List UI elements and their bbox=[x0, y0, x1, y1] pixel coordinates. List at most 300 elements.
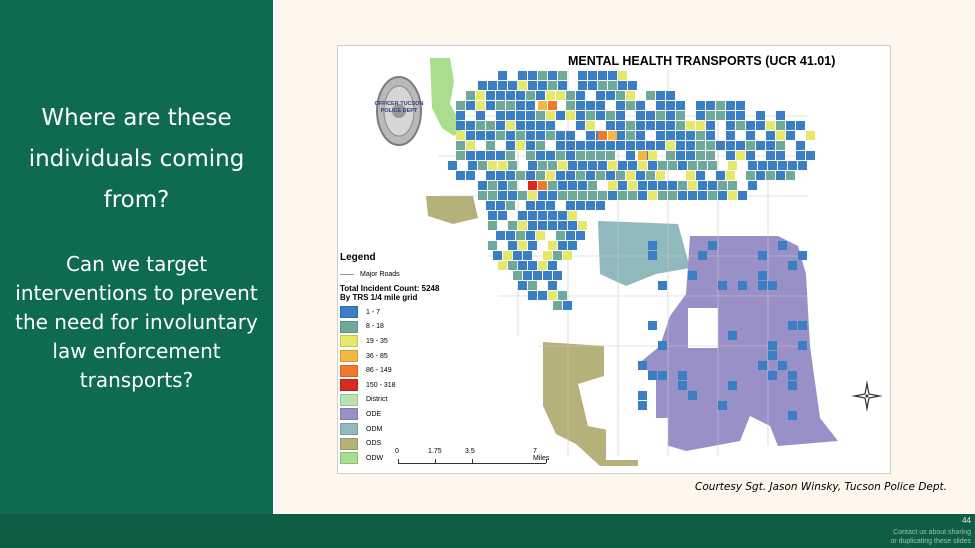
grid-cell bbox=[696, 171, 705, 180]
grid-cell bbox=[698, 161, 707, 170]
grid-cell bbox=[566, 91, 575, 100]
grid-cell bbox=[678, 181, 687, 190]
grid-cell bbox=[718, 281, 727, 290]
slide-heading: Where are these individuals coming from? bbox=[28, 105, 245, 213]
map-legend bbox=[340, 252, 450, 466]
grid-cell bbox=[716, 111, 725, 120]
grid-cell bbox=[638, 151, 647, 160]
grid-cell bbox=[778, 361, 787, 370]
grid-cell bbox=[538, 261, 547, 270]
grid-cell bbox=[726, 141, 735, 150]
grid-cell bbox=[538, 71, 547, 80]
grid-cell bbox=[686, 121, 695, 130]
grid-cell bbox=[668, 191, 677, 200]
grid-cell bbox=[806, 151, 815, 160]
scale-tick bbox=[435, 459, 436, 463]
grid-cell bbox=[658, 161, 667, 170]
grid-cell bbox=[616, 131, 625, 140]
grid-cell bbox=[466, 141, 475, 150]
grid-cell bbox=[538, 181, 547, 190]
grid-cell bbox=[538, 221, 547, 230]
grid-cell bbox=[456, 111, 465, 120]
grid-cell bbox=[516, 111, 525, 120]
grid-cell bbox=[468, 161, 477, 170]
grid-cell bbox=[708, 191, 717, 200]
grid-cell bbox=[596, 91, 605, 100]
grid-cell bbox=[546, 131, 555, 140]
legend-swatch bbox=[340, 423, 358, 435]
grid-cell bbox=[548, 71, 557, 80]
grid-cell bbox=[768, 281, 777, 290]
grid-cell bbox=[698, 191, 707, 200]
legend-item bbox=[340, 320, 450, 335]
legend-item bbox=[340, 407, 450, 422]
scale-label: 1.75 bbox=[428, 448, 442, 455]
grid-cell bbox=[608, 71, 617, 80]
grid-cell bbox=[558, 291, 567, 300]
grid-cell bbox=[476, 111, 485, 120]
grid-cell bbox=[548, 181, 557, 190]
grid-cell bbox=[638, 181, 647, 190]
grid-cell bbox=[566, 141, 575, 150]
grid-cell bbox=[548, 101, 557, 110]
grid-cell bbox=[706, 101, 715, 110]
grid-cell bbox=[556, 171, 565, 180]
left-panel bbox=[0, 0, 273, 514]
grid-cell bbox=[488, 241, 497, 250]
legend-label: ODE bbox=[366, 410, 382, 418]
grid-cell bbox=[518, 191, 527, 200]
grid-cell bbox=[606, 141, 615, 150]
grid-cell bbox=[626, 91, 635, 100]
grid-cell bbox=[588, 181, 597, 190]
grid-cell bbox=[786, 121, 795, 130]
legend-label: ODS bbox=[366, 440, 382, 448]
grid-cell bbox=[586, 121, 595, 130]
grid-cell bbox=[776, 141, 785, 150]
grid-cell bbox=[526, 121, 535, 130]
footer-bar bbox=[0, 514, 975, 548]
grid-cell bbox=[606, 111, 615, 120]
grid-cell bbox=[526, 101, 535, 110]
grid-cell bbox=[696, 151, 705, 160]
grid-cell bbox=[676, 131, 685, 140]
legend-swatch bbox=[340, 365, 358, 377]
grid-cell bbox=[586, 141, 595, 150]
grid-cell bbox=[558, 211, 567, 220]
legend-swatch bbox=[340, 335, 358, 347]
legend-item bbox=[340, 363, 450, 378]
grid-cell bbox=[576, 201, 585, 210]
legend-item bbox=[340, 349, 450, 364]
grid-cell bbox=[576, 91, 585, 100]
grid-cell bbox=[638, 191, 647, 200]
grid-cell bbox=[766, 121, 775, 130]
grid-cell bbox=[768, 341, 777, 350]
grid-cell bbox=[553, 251, 562, 260]
grid-cell bbox=[506, 121, 515, 130]
grid-cell bbox=[606, 171, 615, 180]
grid-cell bbox=[736, 141, 745, 150]
grid-cell bbox=[498, 81, 507, 90]
grid-cell bbox=[806, 131, 815, 140]
grid-cell bbox=[506, 111, 515, 120]
grid-cell bbox=[496, 131, 505, 140]
grid-cell bbox=[488, 211, 497, 220]
grid-cell bbox=[518, 241, 527, 250]
grid-cell bbox=[563, 301, 572, 310]
grid-cell bbox=[546, 201, 555, 210]
grid-cell bbox=[506, 231, 515, 240]
grid-cell bbox=[708, 181, 717, 190]
grid-cell bbox=[548, 221, 557, 230]
grid-cell bbox=[553, 301, 562, 310]
grid-cell bbox=[516, 131, 525, 140]
grid-cell bbox=[496, 101, 505, 110]
grid-cell bbox=[456, 101, 465, 110]
grid-cell bbox=[488, 181, 497, 190]
grid-cell bbox=[648, 191, 657, 200]
grid-cell bbox=[628, 191, 637, 200]
grid-cell bbox=[798, 251, 807, 260]
grid-cell bbox=[626, 151, 635, 160]
grid-cell bbox=[486, 141, 495, 150]
grid-cell bbox=[726, 131, 735, 140]
grid-cell bbox=[566, 201, 575, 210]
grid-cell bbox=[576, 121, 585, 130]
grid-cell bbox=[726, 171, 735, 180]
legend-swatch bbox=[340, 452, 358, 464]
grid-cell bbox=[646, 121, 655, 130]
grid-cell bbox=[636, 171, 645, 180]
grid-cell bbox=[596, 111, 605, 120]
grid-cell bbox=[536, 131, 545, 140]
grid-cell bbox=[526, 151, 535, 160]
grid-cell bbox=[786, 171, 795, 180]
grid-cell bbox=[756, 111, 765, 120]
grid-cell bbox=[636, 101, 645, 110]
grid-cell bbox=[508, 161, 517, 170]
grid-cell bbox=[688, 181, 697, 190]
grid-cell bbox=[533, 271, 542, 280]
grid-cell bbox=[576, 151, 585, 160]
legend-item bbox=[340, 422, 450, 437]
grid-cell bbox=[778, 161, 787, 170]
grid-cell bbox=[543, 271, 552, 280]
grid-cell bbox=[746, 151, 755, 160]
grid-cell bbox=[528, 81, 537, 90]
grid-cell bbox=[688, 191, 697, 200]
grid-cell bbox=[576, 101, 585, 110]
grid-cell bbox=[466, 131, 475, 140]
grid-cell bbox=[686, 131, 695, 140]
grid-cell bbox=[486, 91, 495, 100]
grid-cell bbox=[558, 161, 567, 170]
grid-cell bbox=[688, 271, 697, 280]
grid-cell bbox=[678, 371, 687, 380]
grid-cell bbox=[548, 261, 557, 270]
grid-cell bbox=[486, 151, 495, 160]
grid-cell bbox=[746, 131, 755, 140]
grid-cell bbox=[523, 271, 532, 280]
grid-cell bbox=[588, 191, 597, 200]
grid-cell bbox=[528, 181, 537, 190]
grid-cell bbox=[488, 221, 497, 230]
grid-cell bbox=[588, 81, 597, 90]
grid-cell bbox=[578, 221, 587, 230]
grid-cell bbox=[606, 151, 615, 160]
grid-cell bbox=[568, 241, 577, 250]
grid-cell bbox=[506, 171, 515, 180]
grid-cell bbox=[466, 121, 475, 130]
grid-cell bbox=[516, 101, 525, 110]
grid-cell bbox=[656, 141, 665, 150]
map-title: MENTAL HEALTH TRANSPORTS (UCR 41.01) bbox=[568, 54, 836, 68]
grid-cell bbox=[566, 171, 575, 180]
grid-cell bbox=[556, 111, 565, 120]
grid-cell bbox=[496, 201, 505, 210]
grid-cell bbox=[568, 191, 577, 200]
grid-cell bbox=[776, 131, 785, 140]
grid-cell bbox=[788, 411, 797, 420]
grid-cell bbox=[718, 191, 727, 200]
grid-cell bbox=[563, 251, 572, 260]
grid-cell bbox=[506, 131, 515, 140]
legend-item bbox=[340, 393, 450, 408]
grid-cell bbox=[648, 151, 657, 160]
grid-cell bbox=[648, 241, 657, 250]
grid-cell bbox=[538, 291, 547, 300]
grid-cell bbox=[546, 171, 555, 180]
grid-cell bbox=[616, 171, 625, 180]
grid-cell bbox=[556, 231, 565, 240]
grid-cell bbox=[478, 161, 487, 170]
grid-cell bbox=[528, 241, 537, 250]
legend-label: 36 - 85 bbox=[366, 352, 388, 360]
grid-cell bbox=[586, 151, 595, 160]
grid-cell bbox=[656, 91, 665, 100]
grid-cell bbox=[506, 151, 515, 160]
legend-item bbox=[340, 334, 450, 349]
grid-cell bbox=[526, 131, 535, 140]
grid-cell bbox=[548, 191, 557, 200]
grid-cell bbox=[768, 161, 777, 170]
grid-cell bbox=[638, 161, 647, 170]
grid-cell bbox=[508, 241, 517, 250]
grid-cell bbox=[676, 111, 685, 120]
grid-cell bbox=[523, 251, 532, 260]
grid-cell bbox=[568, 181, 577, 190]
district-hole bbox=[688, 308, 718, 348]
grid-cell bbox=[678, 191, 687, 200]
grid-cell bbox=[558, 191, 567, 200]
grid-cell bbox=[798, 321, 807, 330]
grid-cell bbox=[678, 161, 687, 170]
grid-cell bbox=[676, 141, 685, 150]
grid-cell bbox=[536, 171, 545, 180]
grid-cell bbox=[658, 191, 667, 200]
grid-cell bbox=[526, 141, 535, 150]
grid-cell bbox=[658, 371, 667, 380]
grid-cell bbox=[728, 181, 737, 190]
grid-cell bbox=[486, 171, 495, 180]
legend-swatch bbox=[340, 350, 358, 362]
grid-cell bbox=[516, 121, 525, 130]
legend-label: ODM bbox=[366, 425, 383, 433]
grid-cell bbox=[776, 111, 785, 120]
grid-cell bbox=[646, 111, 655, 120]
grid-cell bbox=[666, 121, 675, 130]
grid-cell bbox=[758, 251, 767, 260]
grid-cell bbox=[496, 171, 505, 180]
grid-cell bbox=[666, 141, 675, 150]
grid-cell bbox=[716, 141, 725, 150]
grid-cell bbox=[726, 151, 735, 160]
grid-cell bbox=[486, 101, 495, 110]
legend-title: Legend bbox=[340, 252, 376, 263]
grid-cell bbox=[648, 371, 657, 380]
grid-cell bbox=[496, 111, 505, 120]
grid-cell bbox=[766, 141, 775, 150]
grid-cell bbox=[696, 141, 705, 150]
grid-cell bbox=[618, 191, 627, 200]
grid-cell bbox=[566, 101, 575, 110]
grid-cell bbox=[758, 361, 767, 370]
legend-label: 1 - 7 bbox=[366, 308, 381, 316]
grid-cell bbox=[736, 151, 745, 160]
grid-cell bbox=[678, 381, 687, 390]
grid-cell bbox=[488, 81, 497, 90]
grid-cell bbox=[506, 101, 515, 110]
grid-cell bbox=[528, 161, 537, 170]
grid-cell bbox=[548, 291, 557, 300]
grid-cell bbox=[628, 161, 637, 170]
slide-number: 44 bbox=[962, 516, 971, 525]
grid-cell bbox=[638, 401, 647, 410]
grid-cell bbox=[566, 151, 575, 160]
grid-cell bbox=[718, 401, 727, 410]
grid-cell bbox=[528, 281, 537, 290]
grid-cell bbox=[516, 91, 525, 100]
grid-cell bbox=[526, 171, 535, 180]
grid-cell bbox=[518, 281, 527, 290]
grid-cell bbox=[536, 151, 545, 160]
grid-cell bbox=[616, 101, 625, 110]
grid-cell bbox=[578, 181, 587, 190]
grid-cell bbox=[466, 171, 475, 180]
legend-item bbox=[340, 378, 450, 393]
grid-cell bbox=[503, 251, 512, 260]
grid-cell bbox=[536, 201, 545, 210]
grid-cell bbox=[528, 291, 537, 300]
police-badge bbox=[372, 71, 426, 157]
grid-cell bbox=[636, 121, 645, 130]
grid-cell bbox=[798, 341, 807, 350]
grid-cell bbox=[668, 161, 677, 170]
grid-cell bbox=[726, 101, 735, 110]
grid-cell bbox=[608, 131, 617, 140]
grid-cell bbox=[608, 161, 617, 170]
grid-cell bbox=[766, 151, 775, 160]
grid-cell bbox=[558, 241, 567, 250]
grid-cell bbox=[648, 181, 657, 190]
grid-cell bbox=[638, 391, 647, 400]
grid-cell bbox=[788, 381, 797, 390]
grid-cell bbox=[746, 121, 755, 130]
grid-cell bbox=[628, 181, 637, 190]
grid-cell bbox=[528, 191, 537, 200]
grid-cell bbox=[626, 101, 635, 110]
legend-label: ODW bbox=[366, 454, 384, 462]
grid-cell bbox=[648, 161, 657, 170]
grid-cell bbox=[676, 151, 685, 160]
grid-cell bbox=[556, 151, 565, 160]
grid-cell bbox=[568, 161, 577, 170]
grid-cell bbox=[476, 151, 485, 160]
grid-cell bbox=[708, 161, 717, 170]
grid-cell bbox=[726, 121, 735, 130]
grid-cell bbox=[598, 71, 607, 80]
grid-cell bbox=[798, 161, 807, 170]
grid-cell bbox=[556, 131, 565, 140]
grid-cell bbox=[756, 121, 765, 130]
legend-label: 8 - 18 bbox=[366, 323, 384, 331]
grid-cell bbox=[706, 151, 715, 160]
grid-cell bbox=[576, 111, 585, 120]
grid-cell bbox=[586, 101, 595, 110]
grid-cell bbox=[508, 221, 517, 230]
grid-cell bbox=[548, 161, 557, 170]
grid-cell bbox=[536, 141, 545, 150]
grid-cell bbox=[756, 171, 765, 180]
grid-cell bbox=[636, 131, 645, 140]
grid-cell bbox=[498, 261, 507, 270]
grid-cell bbox=[478, 181, 487, 190]
scale-label: 3.5 bbox=[465, 448, 475, 455]
grid-cell bbox=[528, 211, 537, 220]
grid-cell bbox=[716, 171, 725, 180]
grid-cell bbox=[586, 131, 595, 140]
grid-cell bbox=[518, 71, 527, 80]
grid-cell bbox=[456, 121, 465, 130]
grid-cell bbox=[546, 91, 555, 100]
grid-cell bbox=[658, 341, 667, 350]
grid-cell bbox=[696, 111, 705, 120]
legend-swatch bbox=[340, 379, 358, 391]
grid-cell bbox=[516, 231, 525, 240]
grid-cell bbox=[526, 91, 535, 100]
grid-cell bbox=[666, 91, 675, 100]
grid-cell bbox=[676, 101, 685, 110]
grid-cell bbox=[656, 121, 665, 130]
grid-cell bbox=[656, 111, 665, 120]
grid-cell bbox=[596, 101, 605, 110]
grid-cell bbox=[546, 111, 555, 120]
grid-cell bbox=[513, 271, 522, 280]
scale-line bbox=[398, 463, 546, 464]
grid-cell bbox=[526, 111, 535, 120]
grid-cell bbox=[776, 171, 785, 180]
slide-subheading: Can we target interventions to prevent the need for involuntary law enforcement transports? bbox=[15, 252, 258, 392]
grid-cell bbox=[668, 181, 677, 190]
grid-cell bbox=[586, 201, 595, 210]
footer-note: or duplicating these slides bbox=[890, 538, 971, 545]
scale-tick bbox=[398, 459, 399, 463]
grid-cell bbox=[648, 321, 657, 330]
grid-cell bbox=[596, 201, 605, 210]
grid-cell bbox=[656, 171, 665, 180]
grid-cell bbox=[456, 131, 465, 140]
